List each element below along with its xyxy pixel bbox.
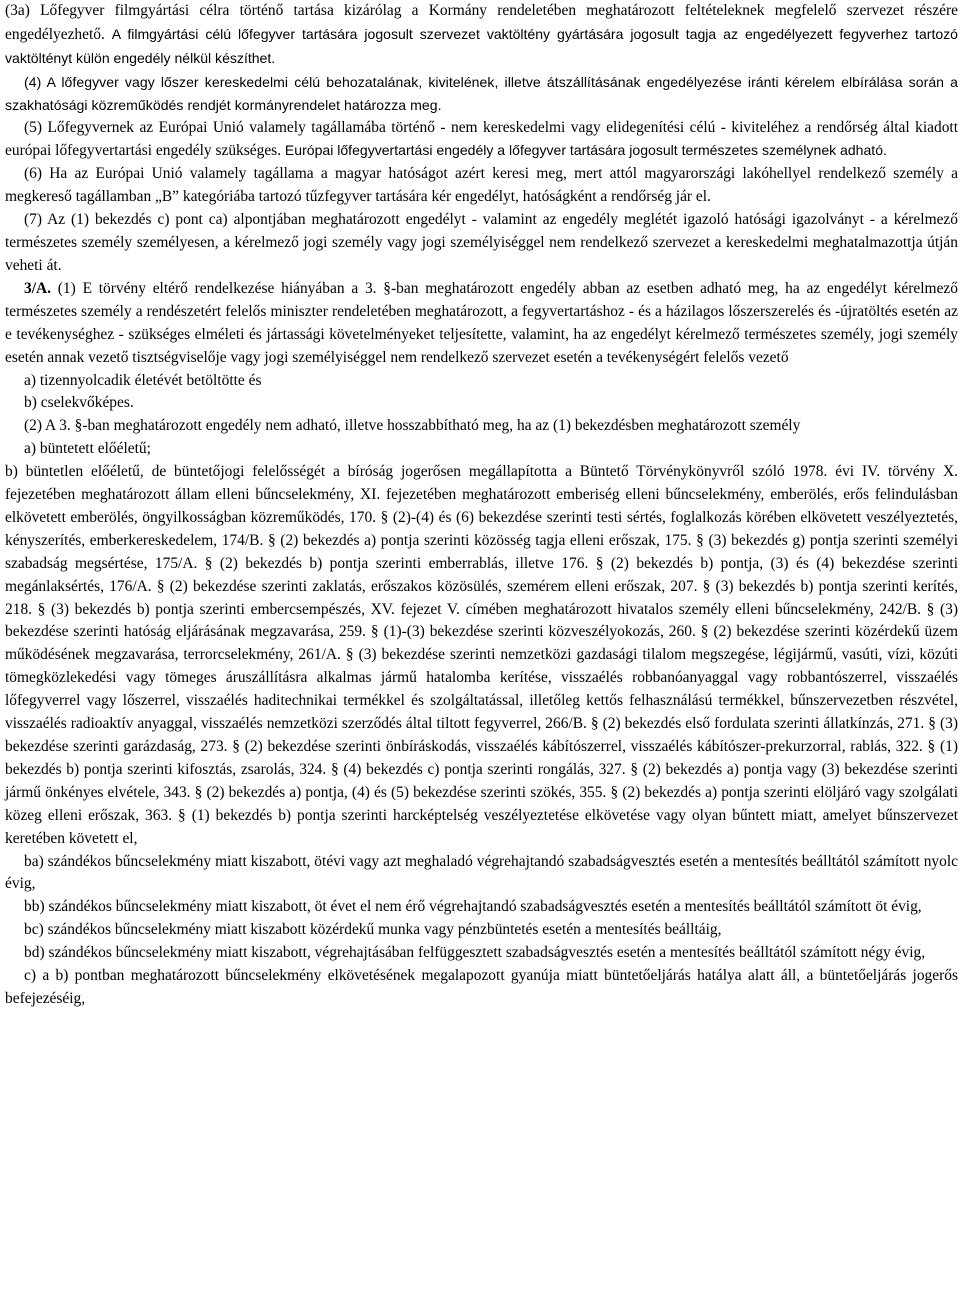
paragraph-3a-sans-text: A filmgyártási célú lőfegyver tartására jogosult szervezet vaktöltény gyártására jogosult tagja az engedélyezett fegyverhez tartozó vaktöltényt külön engedély nélkül készíthet. bbox=[5, 25, 958, 66]
section-3a-paragraph-1 bbox=[5, 278, 958, 370]
section-3a-label: 3/A. bbox=[24, 279, 52, 297]
paragraph-3a bbox=[5, 0, 958, 71]
section-3a-point-b: b) cselekvőképes. bbox=[24, 394, 134, 412]
paragraph-5 bbox=[5, 117, 958, 164]
section-3a-2-point-bb: bb) szándékos bűncselekmény miatt kiszabott, öt évet el nem érő végrehajtandó szabadságvesztés esetén a mentesítés beálltától számított öt évig, bbox=[24, 898, 922, 916]
paragraph-7: (7) Az (1) bekezdés c) pont ca) alpontjában meghatározott engedélyt - valamint az engedély meglétét igazoló hatósági igazolványt - a kérelmező természetes személy személyesen, a kérelmező jogi személy vagy jogi személyiséggel nem rendelkező szervezet a kereskedelmi meghatalmazottja útján veheti át. bbox=[5, 211, 958, 274]
paragraph-5-sans-text: Európai lőfegyvertartási engedély a lőfegyver tartására jogosult természetes személynek adható. bbox=[284, 142, 887, 159]
section-3a-paragraph-2: (2) A 3. §-ban meghatározott engedély nem adható, illetve hosszabbítható meg, ha az (1) bekezdésben meghatározott személy bbox=[24, 417, 801, 435]
section-3a-paragraph-1-text: (1) E törvény eltérő rendelkezése hiányában a 3. §-ban meghatározott engedély abban az esetben adható meg, ha az engedélyt kérelmező természetes személy a rendészetért felelős miniszter rendeletében meghatározott, a fegyvertartáshoz - és a házilagos lőszerszerelés és -újratöltés esetén az e tevékenységhez - szükséges elméleti és jártassági követelményeket teljesítette, valamint, ha az engedélyt kérelmező természetes személy, jogi személy esetén annak vezető tisztségviselője vagy jogi személyiséggel nem rendelkező szervezet esetén a tevékenységért felelős vezető bbox=[5, 279, 958, 366]
paragraph-3a-serif-text: (3a) Lőfegyver filmgyártási célra történő tartása kizárólag a Kormány rendeletében meghatározott feltételeknek megfelelő szervezet részére engedélyezhető. bbox=[5, 2, 958, 43]
section-3a-point-a: a) tizennyolcadik életévét betöltötte és bbox=[24, 371, 262, 389]
section-3a-2-point-b: b) büntetlen előéletű, de büntetőjogi felelősségét a bíróság jogerősen megállapította a Büntető Törvénykönyvről szóló 1978. évi IV. törvény X. fejezetében meghatározott állam elleni bűncselekmény, XI. fejezetében meghatározott emberiség elleni bűncselekmény, emberölés, erős felindulásban elkövetett emberölés, öngyilkosságban közreműködés, 170. § (2)-(4) és (6) bekezdése szerinti testi sértés, foglalkozás körében elkövetett veszélyeztetés, kényszerítés, emberkereskedelem, 174/B. § (2) bekezdés a) pontja szerinti közösség tagja elleni erőszak, 175. § (3) bekezdés g) pontja szerinti személyi szabadság megsértése, 175/A. § (2) bekezdés b) pontja szerinti emberrablás, illetve 176. § (2) bekezdés b) pontja, (3) és (4) bekezdése szerinti megánlaksértés, 176/A. § (2) bekezdése szerinti zaklatás, erőszakos közösülés, szemérem elleni erőszak, 207. § (3) bekezdés b) pontja szerinti kerítés, 218. § (3) bekezdés b) pontja szerinti embercsempészés, XV. fejezet V. címében meghatározott hivatalos személy elleni bűncselekmény, 242/B. § (3) bekezdése szerinti hatóság eljárásának megzavarása, 259. § (1)-(3) bekezdése szerinti közveszélyokozás, 260. § (2) bekezdése szerinti közérdekű üzem működésének megzavarása, terrorcselekmény, 261/A. § (3) bekezdése szerinti nemzetközi gazdasági tilalom megszegése, légijármű, vasúti, vízi, közúti tömegközlekedési vagy tömeges áruszállításra alkalmas jármű hatalomba kerítése, visszaélés robbanóanyaggal vagy robbantószerrel, visszaélés lőfegyverrel vagy lőszerrel, visszaélés haditechnikai termékkel és szolgáltatással, illetőleg kettős felhasználású termékkel, bűnszervezetben részvétel, visszaélés radioaktív anyaggal, visszaélés nemzetközi szerződés által tiltott fegyverrel, 266/B. § (2) bekezdés első fordulata szerinti állatkínzás, 271. § (3) bekezdése szerinti garázdaság, 273. § (2) bekezdése szerinti önbíráskodás, visszaélés kábítószerrel, visszaélés kábítószer-prekurzorral, rablás, 322. § (1) bekezdés b) pontja szerinti kifosztás, zsarolás, 324. § (4) bekezdés c) pontja szerinti rongálás, 327. § (2) bekezdés a) pontja vagy (3) bekezdése szerinti jármű önkényes elvétele, 343. § (2) bekezdés a) pontja, (4) és (5) bekezdése szerinti szökés, 355. § (2) bekezdés a) pontja szerinti elöljáró vagy szolgálati közeg elleni erőszak, 363. § (1) bekezdés b) pontja szerinti harcképtelség veszélyeztetése elkövetése vagy olyan bűntett miatt, amelyet bűnszervezet keretében követett el, bbox=[5, 463, 958, 847]
section-3a-2-point-bc: bc) szándékos bűncselekmény miatt kiszabott közérdekű munka vagy pénzbüntetés esetén a mentesítés beálltáig, bbox=[24, 921, 722, 939]
paragraph-6: (6) Ha az Európai Unió valamely tagállama a magyar hatóságot azért keresi meg, mert attól magyarországi lakóhellyel rendelkező személy a megkereső tagállamban „B” kategóriába tartozó tűzfegyver tartására kér engedélyt, hatóságként a rendőrség jár el. bbox=[5, 165, 958, 206]
section-3a-2-point-ba: ba) szándékos bűncselekmény miatt kiszabott, ötévi vagy azt meghaladó végrehajtandó szabadságvesztés esetén a mentesítés beálltától számított nyolc évig, bbox=[5, 852, 958, 893]
paragraph-4: (4) A lőfegyver vagy lőszer kereskedelmi célú behozatalának, kivitelének, illetve átszállításának engedélyezése iránti kérelem elbírálása során a szakhatósági közreműködés rendjét kormányrendelet határozza meg. bbox=[5, 73, 958, 113]
section-3a-2-point-a: a) büntetett előéletű; bbox=[24, 440, 151, 458]
section-3a-2-point-c: c) a b) pontban meghatározott bűncselekmény elkövetésének megalapozott gyanúja miatt büntetőeljárás hatálya alatt áll, a büntetőeljárás jogerős befejezéséig, bbox=[5, 967, 958, 1007]
paragraph-5-serif-text: (5) Lőfegyvernek az Európai Unió valamely tagállamába történő - nem kereskedelmi vagy elidegenítési célú - kiviteléhez a rendőrség által kiadott európai lőfegyvertartási engedély szükséges. bbox=[5, 118, 958, 160]
section-3a-2-point-bd: bd) szándékos bűncselekmény miatt kiszabott, végrehajtásában felfüggesztett szabadságvesztés esetén a mentesítés beálltától számított négy évig, bbox=[24, 944, 926, 962]
law-text-page bbox=[5, 0, 958, 1011]
